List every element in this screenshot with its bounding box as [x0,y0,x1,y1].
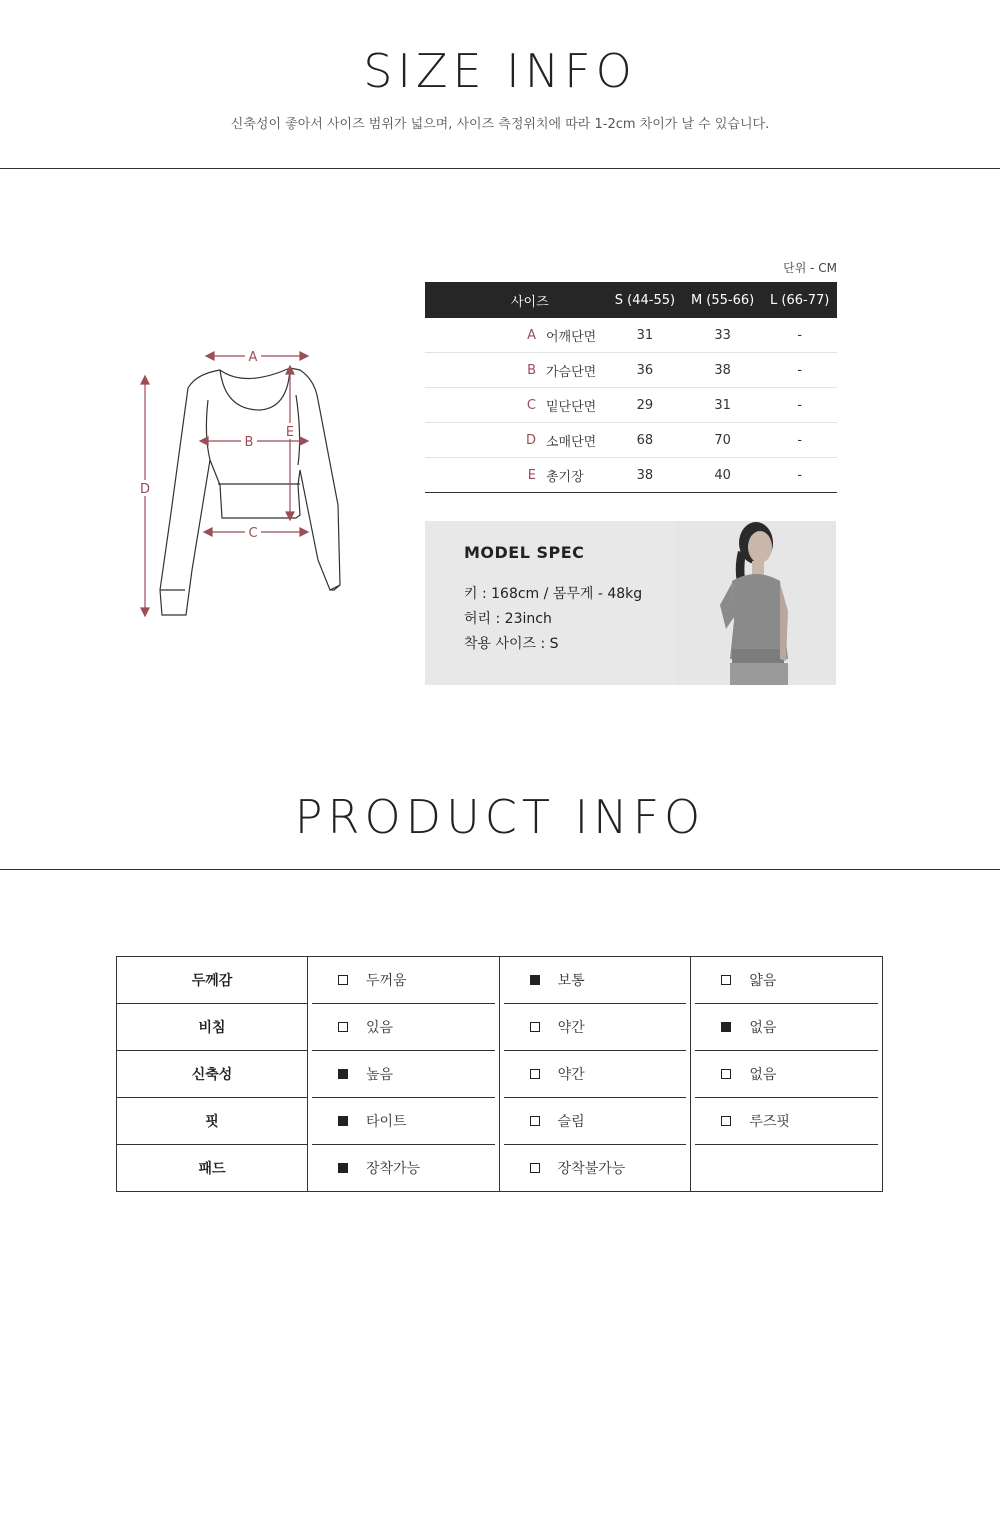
unchecked-box-icon [721,1116,731,1126]
option-label: 높음 [366,1066,394,1083]
row-letter: E [425,458,546,493]
attribute-option [308,1145,500,1192]
row-s-value: 38 [607,458,683,493]
header-m: M (55-66) [683,282,762,318]
row-l-value: - [762,318,837,353]
diagram-label-e: E [285,425,295,440]
unchecked-box-icon [530,1069,540,1079]
row-part: 총기장 [546,458,607,493]
attribute-label: 비침 [117,1004,308,1051]
option-label: 약간 [557,1019,585,1036]
size-table-row [425,318,837,353]
attribute-label: 두께감 [117,957,308,1004]
unchecked-box-icon [530,1022,540,1032]
model-height-weight: 키 : 168cm / 몸무게 - 48kg [464,586,643,602]
model-photo [676,521,836,685]
checked-box-icon [338,1069,348,1079]
row-m-value: 33 [683,318,762,353]
option-label: 슬림 [557,1113,585,1130]
attribute-option [308,1051,500,1098]
row-l-value: - [762,353,837,388]
row-part: 소매단면 [546,423,607,458]
diagram-label-d: D [139,482,151,497]
row-letter: B [425,353,546,388]
attribute-option [308,957,500,1004]
attribute-option [691,1004,883,1051]
checked-box-icon [338,1163,348,1173]
option-label: 두꺼움 [366,972,407,989]
checked-box-icon [338,1116,348,1126]
model-spec-box [425,521,836,685]
model-spec-title: MODEL SPEC [464,543,585,562]
attribute-label: 패드 [117,1145,308,1192]
size-table-row [425,388,837,423]
unchecked-box-icon [338,975,348,985]
option-label: 있음 [366,1019,394,1036]
product-info-row [117,1145,883,1192]
attribute-option [691,1145,883,1192]
row-l-value: - [762,458,837,493]
row-part: 가슴단면 [546,353,607,388]
attribute-option [308,1098,500,1145]
size-info-title: SIZE INFO [363,44,637,98]
row-s-value: 36 [607,353,683,388]
attribute-label: 신축성 [117,1051,308,1098]
checked-box-icon [530,975,540,985]
row-l-value: - [762,423,837,458]
size-table-row [425,353,837,388]
option-label: 없음 [749,1019,777,1036]
option-label: 장착불가능 [557,1160,626,1177]
attribute-option [499,957,691,1004]
diagram-label-a: A [248,350,258,365]
option-label: 얇음 [749,972,777,989]
unchecked-box-icon [721,975,731,985]
size-table-row [425,458,837,493]
row-letter: D [425,423,546,458]
attribute-option [691,957,883,1004]
option-label: 루즈핏 [749,1113,790,1130]
model-wearing-size: 착용 사이즈 : S [464,636,559,652]
attribute-option [691,1098,883,1145]
attribute-option [499,1098,691,1145]
option-label: 타이트 [366,1113,407,1130]
option-label: 보통 [557,972,585,989]
product-info-row [117,957,883,1004]
row-s-value: 68 [607,423,683,458]
option-label: 없음 [749,1066,777,1083]
product-info-title: PRODUCT INFO [294,790,706,844]
option-label: 장착가능 [366,1160,421,1177]
attribute-option [499,1004,691,1051]
diagram-label-c: C [248,526,258,541]
attribute-option [308,1004,500,1051]
header-s: S (44-55) [607,282,683,318]
model-waist: 허리 : 23inch [464,611,552,627]
row-m-value: 40 [683,458,762,493]
row-m-value: 31 [683,388,762,423]
header-l: L (66-77) [762,282,837,318]
unit-label: 단위 - CM [783,261,837,275]
size-info-subtitle: 신축성이 좋아서 사이즈 범위가 넓으며, 사이즈 측정위치에 따라 1-2cm 차이가 날 수 있습니다. [230,117,770,132]
row-part: 밑단단면 [546,388,607,423]
attribute-option [499,1051,691,1098]
row-l-value: - [762,388,837,423]
unchecked-box-icon [530,1116,540,1126]
attribute-label: 핏 [117,1098,308,1145]
unchecked-box-icon [530,1163,540,1173]
size-table-row [425,423,837,458]
product-info-table [116,956,883,1192]
row-part: 어깨단면 [546,318,607,353]
row-letter: C [425,388,546,423]
attribute-option [691,1051,883,1098]
divider [0,168,1000,169]
row-s-value: 31 [607,318,683,353]
attribute-option [499,1145,691,1192]
row-letter: A [425,318,546,353]
product-info-row [117,1004,883,1051]
size-table [425,282,837,493]
row-m-value: 38 [683,353,762,388]
size-table-header [425,282,837,318]
unchecked-box-icon [721,1069,731,1079]
product-info-row [117,1051,883,1098]
checked-box-icon [721,1022,731,1032]
row-s-value: 29 [607,388,683,423]
row-m-value: 70 [683,423,762,458]
diagram-label-b: B [244,435,254,450]
unchecked-box-icon [338,1022,348,1032]
header-size: 사이즈 [425,282,607,318]
divider [0,869,1000,870]
garment-size-diagram [130,340,380,625]
option-label: 약간 [557,1066,585,1083]
product-info-row [117,1098,883,1145]
